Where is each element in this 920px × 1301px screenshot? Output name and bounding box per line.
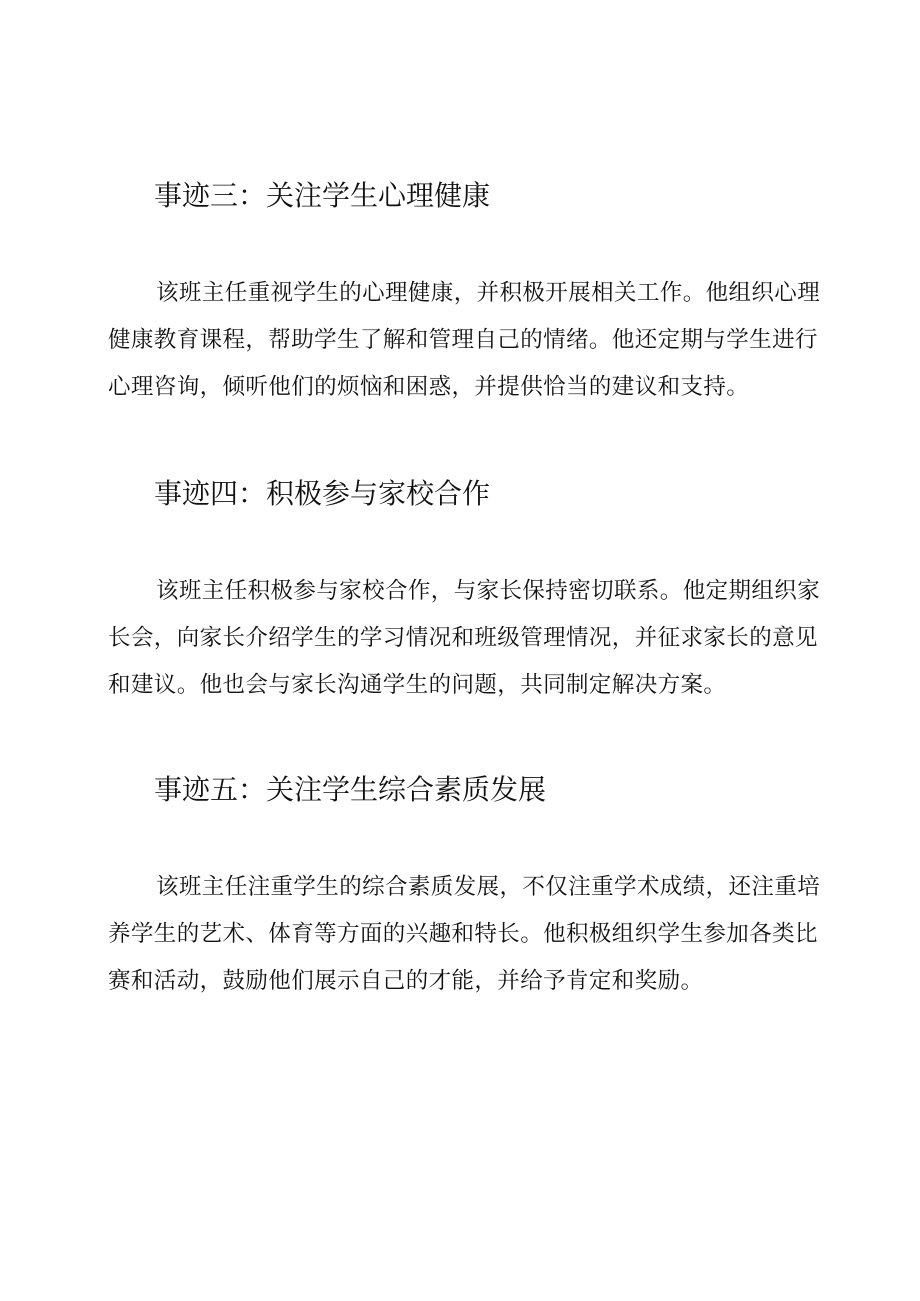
section-heading: 事迹五：关注学生综合素质发展 xyxy=(154,773,547,806)
section-heading: 事迹四：积极参与家校合作 xyxy=(154,477,491,510)
section-paragraph: 该班主任注重学生的综合素质发展，不仅注重学术成绩，还注重培养学生的艺术、体育等方面的兴趣和特长。他积极组织学生参加各类比赛和活动，鼓励他们展示自己的才能，并给予肯定和奖励。 xyxy=(108,874,821,994)
section-paragraph: 该班主任积极参与家校合作，与家长保持密切联系。他定期组织家长会，向家长介绍学生的学习情况和班级管理情况，并征求家长的意见和建议。他也会与家长沟通学生的问题，共同制定解决方案。 xyxy=(108,578,821,698)
section-heading: 事迹三：关注学生心理健康 xyxy=(154,179,491,212)
section-paragraph: 该班主任重视学生的心理健康，并积极开展相关工作。他组织心理健康教育课程，帮助学生了解和管理自己的情绪。他还定期与学生进行心理咨询，倾听他们的烦恼和困惑，并提供恰当的建议和支持。 xyxy=(108,280,821,400)
